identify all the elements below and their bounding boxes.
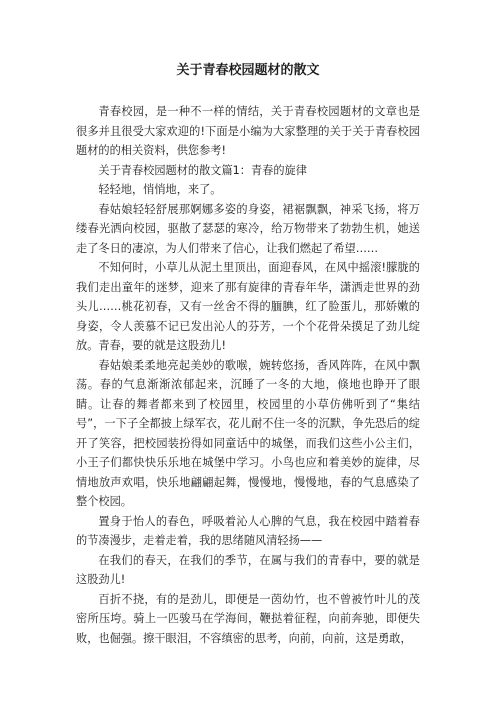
paragraph-section-heading: 关于青春校园题材的散文篇1：青春的旋律 — [98, 163, 307, 177]
document-title: 关于青春校园题材的散文 — [176, 63, 320, 78]
paragraph-grass: 不知何时，小草儿从泥土里顶出，面迎春风，在风中摇滚!朦胧的我们走出童年的迷梦，迎来了那有旋律的青春年华，潇洒走世界的劲头儿……桃花初春，又有一丝舍不得的腼腆，红了脸蛋儿，那娇嫩的身姿，令人羡慕不记已发出沁人的芬芳，一个个花骨朵摸足了劲儿绽放。青春，要的就是这股劲儿! — [76, 261, 420, 352]
paragraph-song: 春姑娘柔柔地亮起美妙的歌喉，婉转悠扬，香风阵阵，在风中飘荡。春的气息渐渐浓郁起来，沉睡了一冬的大地，倏地也睁开了眼睛。让春的舞者都来到了校园里，校园里的小草仿佛听到了“集结号”，一下子全都披上绿军衣，花儿耐不住一冬的沉默，争先恐后的绽开了笑容，把校园装扮得如同童话中的城堡，而我们这些小公主们，小王子们都快快乐乐地在城堡中学习。小鸟也应和着美妙的旋律，尽情地放声欢唱，快乐地翩翩起舞，慢慢地，慢慢地，春的气息感染了整个校园。 — [76, 358, 420, 508]
paragraph-intro: 青春校园，是一种不一样的情结，关于青春校园题材的文章也是很多并且很受大家欢迎的!下面是小编为大家整理的关于关于青春校园题材的的相关资料，供您参考! — [76, 105, 420, 157]
paragraph-perseverance: 百折不挠，有的是劲儿，即便是一茵幼竹，也不曾被竹叶儿的茂密所压垮。骑上一匹骏马在学海间，鞭挞着征程，向前奔驰，即便失败，也倔强。擦干眼泪，不容缜密的思考，向前，向前，这是勇敢， — [76, 592, 420, 645]
paragraph-our-spring: 在我们的春天，在我们的季节，在属与我们的青春中，要的就是这股劲儿! — [76, 553, 420, 586]
paragraph-stroll: 置身于怡人的春色，呼吸着沁人心脾的气息，我在校园中踏着春的节凑漫步，走着走着，我的思绪随风清轻扬—— — [76, 514, 420, 547]
paragraph-spring-maiden: 春姑娘轻轻舒展那婀娜多姿的身姿，裙裾飘飘，神采飞扬，将万缕春光洒向校园，驱散了瑟瑟的寒冷，给万物带来了勃勃生机，她送走了冬日的凄凉，为人们带来了信心，让我们燃起了希望…… — [76, 202, 420, 255]
paragraph-opening-line: 轻轻地，悄悄地，来了。 — [98, 183, 222, 196]
